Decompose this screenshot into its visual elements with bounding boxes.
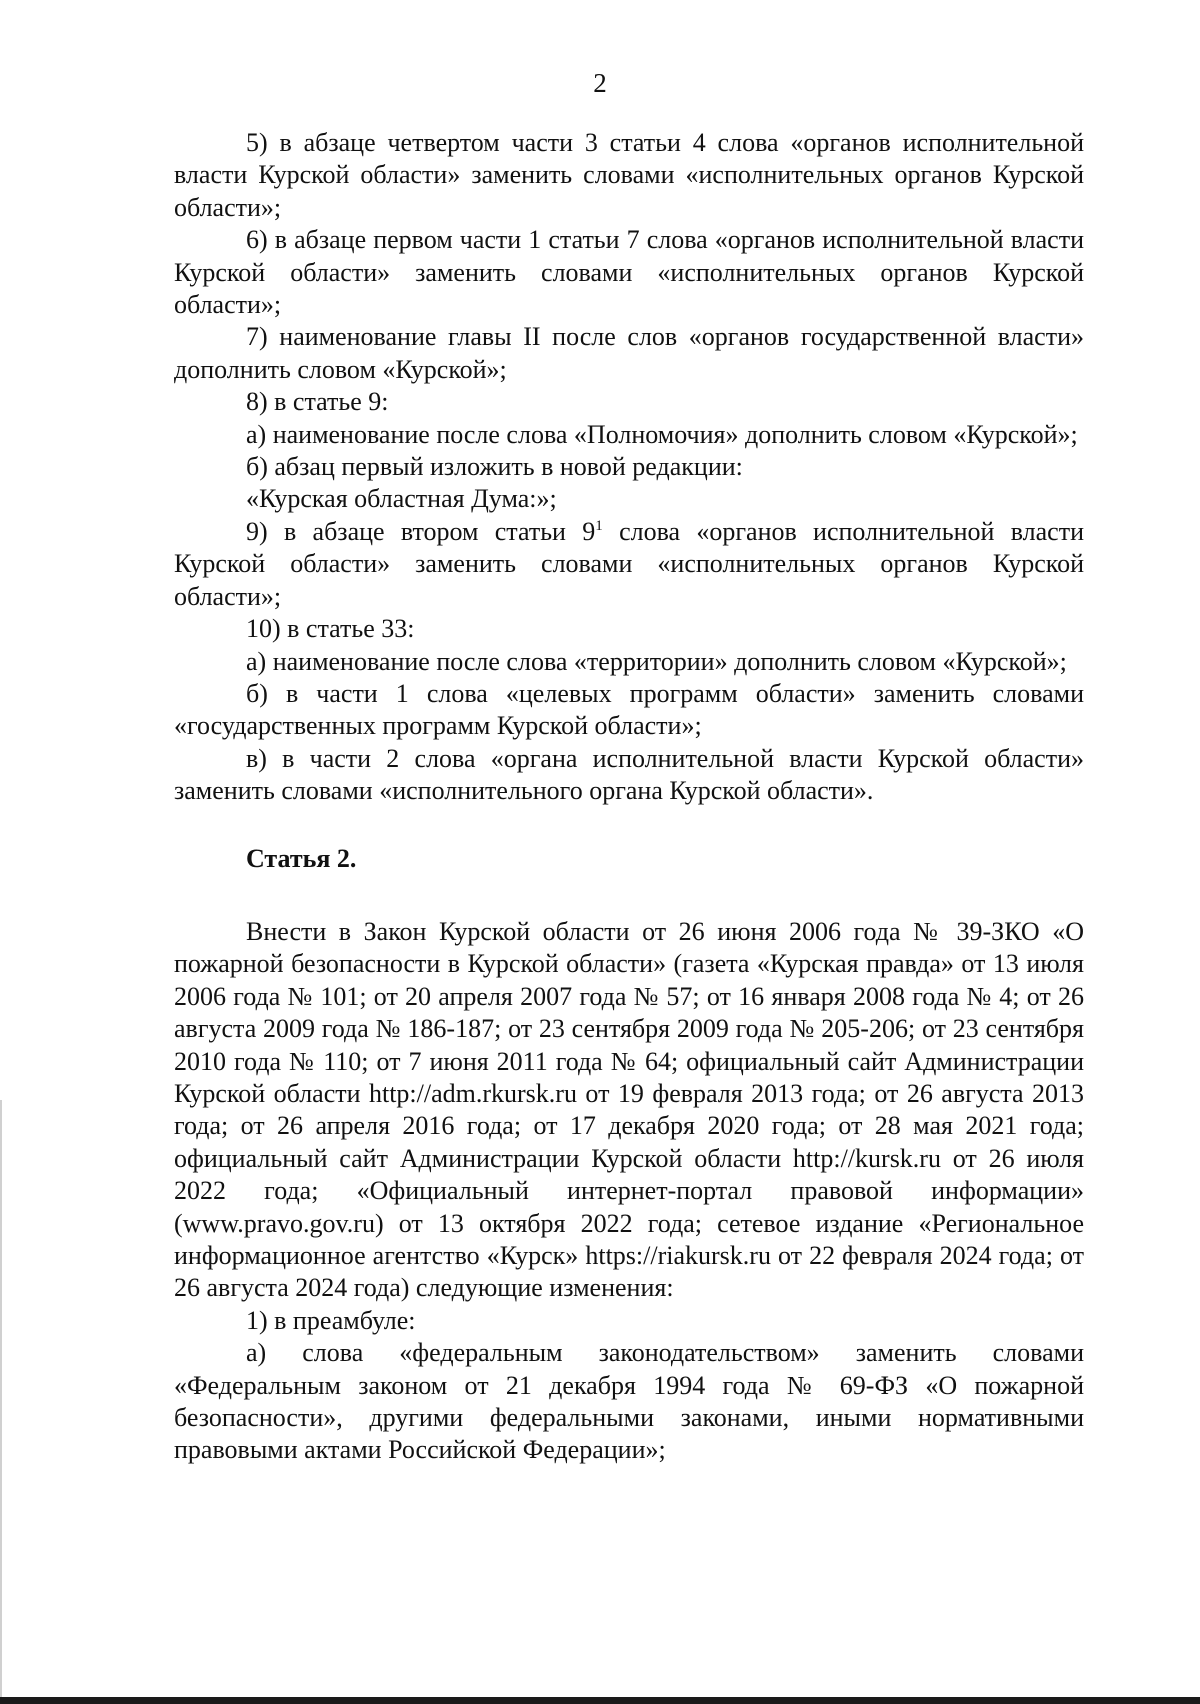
paragraph-article-2-intro: Внести в Закон Курской области от 26 июня 2006 года № 39-ЗКО «О пожарной безопасности в Курской области» (газета «Курская правда» от 13 июля 2006 года № 101; от 20 апреля 2007 года № 57; от 16 января 2008 года № 4; от 26 августа 2009 года № 186-187; от 23 сентября 2009 года № 205-206; от 23 сентября 2010 года № 110; от 7 июня 2011 года № 64; официальный сайт Администрации Курской области http://adm.rkursk.ru от 19 февраля 2013 года; от 26 августа 2013 года; от 26 апреля 2016 года; от 17 декабря 2020 года; от 28 мая 2021 года; официальный сайт Администрации Курской области http://kursk.ru от 26 июля 2022 года; «Официальный интернет-портал правовой информации» (www.pravo.gov.ru) от 13 октября 2022 года; сетевое издание «Региональное информационное агентство «Курск» https://riakursk.ru от 22 февраля 2024 года; от 26 августа 2024 года) следующие изменения: [174,916,1084,1303]
paragraph-item-9-rest: слова «органов исполнительной власти Курской области» заменить словами «исполнительных органов Курской области»; [174,516,1084,611]
paragraph-item-5: 5) в абзаце четвертом части 3 статьи 4 слова «органов исполнительной власти Курской области» заменить словами «исполнительных органов Курской области»; [174,128,1084,222]
article-2-heading: Статья 2. [246,843,357,873]
paragraph-item-10a: а) наименование после слова «территории» дополнить словом «Курской»; [246,646,1067,676]
paragraph-quote-duma: «Курская областная Дума:»; [246,484,557,514]
paragraph-item-8: 8) в статье 9: [246,387,389,417]
paragraph-item-9 [174,516,1084,613]
paragraph-item-8b: б) абзац первый изложить в новой редакции: [246,452,743,482]
paragraph-item-1a: а) слова «федеральным законодательством» заменить словами «Федеральным законом от 21 декабря 1994 года № 69-ФЗ «О пожарной безопасности», другими федеральными законами, иными нормативными правовыми актами Российской Федерации»; [174,1338,1084,1465]
paragraph-item-10b: б) в части 1 слова «целевых программ области» заменить словами «государственных программ Курской области»; [174,678,1084,741]
paragraph-item-8a: а) наименование после слова «Полномочия» дополнить словом «Курской»; [246,419,1078,449]
article-2-body [174,916,1084,1467]
paragraph-item-10: 10) в статье 33: [246,614,415,644]
page-number: 2 [593,68,607,98]
superscript-one: 1 [595,517,603,534]
paragraph-item-6: 6) в абзаце первом части 1 статьи 7 слова «органов исполнительной власти Курской области» заменить словами «исполнительных органов Курской области»; [174,225,1084,320]
paragraph-item-9-start: 9) в абзаце втором статьи 9 [246,516,596,546]
scan-left-edge [0,1100,2,1697]
paragraph-item-7: 7) наименование главы II после слов «органов государственной власти» дополнить словом «Курской»; [174,322,1084,384]
document-body [174,127,1084,1467]
paragraph-item-10c: в) в части 2 слова «органа исполнительной власти Курской области» заменить словами «исполнительного органа Курской области». [174,743,1084,806]
paragraph-item-1-preamble: 1) в преамбуле: [246,1305,416,1335]
scan-bottom-border [0,1697,1200,1704]
article-1-amendments [174,127,1084,808]
